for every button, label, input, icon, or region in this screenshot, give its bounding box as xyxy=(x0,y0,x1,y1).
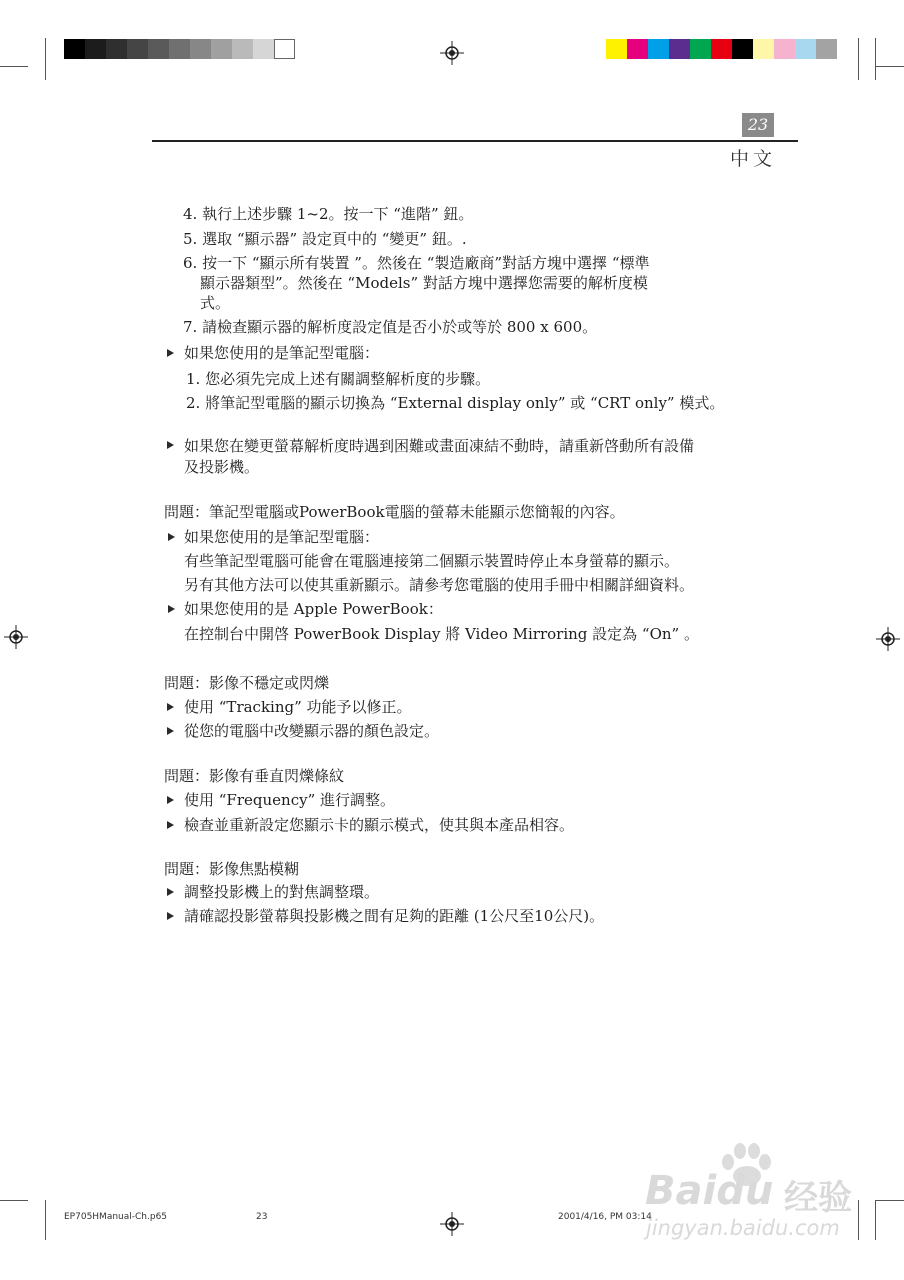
color-swatch xyxy=(606,39,627,59)
header-rule xyxy=(152,140,798,142)
problem-1-heading: 問題：筆記型電腦或PowerBook電腦的螢幕未能顯示您簡報的內容。 xyxy=(164,503,625,521)
color-swatch xyxy=(106,39,127,59)
color-swatch xyxy=(190,39,211,59)
problem-2-bullet-2: 從您的電腦中改變顯示器的顏色設定。 xyxy=(184,722,440,740)
problem-4-bullet-2: 請確認投影螢幕與投影機之間有足夠的距離 (1公尺至10公尺)。 xyxy=(184,907,605,925)
bullet-arrow-icon xyxy=(167,727,174,735)
color-swatch xyxy=(274,39,295,59)
bullet-arrow-icon xyxy=(168,605,175,613)
color-swatch xyxy=(627,39,648,59)
footer-datetime: 2001/4/16, PM 03:14 xyxy=(558,1212,652,1222)
step-6-line-2: 顯示器類型”。然後在 “Models” 對話方塊中選擇您需要的解析度模 xyxy=(200,274,648,292)
step-5: 5. 選取 “顯示器” 設定頁中的 “變更” 鈕。. xyxy=(183,230,467,248)
registration-mark-icon xyxy=(440,41,464,65)
footer-page: 23 xyxy=(256,1212,268,1222)
problem-3-heading: 問題：影像有垂直閃爍條紋 xyxy=(164,767,345,785)
problem-3-bullet-2: 檢查並重新設定您顯示卡的顯示模式，使其與本產品相容。 xyxy=(184,816,575,834)
color-swatch xyxy=(169,39,190,59)
bullet-arrow-icon xyxy=(167,441,174,449)
color-swatch xyxy=(85,39,106,59)
color-swatch xyxy=(211,39,232,59)
bullet-arrow-icon xyxy=(167,703,174,711)
footer-filename: EP705HManual-Ch.p65 xyxy=(64,1212,168,1222)
watermark-brand xyxy=(645,1168,773,1214)
problem-2-bullet-1: 使用 “Tracking” 功能予以修正。 xyxy=(184,698,412,716)
bullet-arrow-icon xyxy=(167,888,174,896)
color-swatch xyxy=(795,39,816,59)
watermark-brand-b: du xyxy=(716,1168,774,1214)
problem-1-text-3: 在控制台中開啓 PowerBook Display 將 Video Mirroring 設定為 “On” 。 xyxy=(184,625,699,643)
color-swatch xyxy=(253,39,274,59)
bullet-arrow-icon xyxy=(167,912,174,920)
color-swatch xyxy=(648,39,669,59)
step-6-line-1: 6. 按一下 “顯示所有裝置 ”。然後在 “製造廠商”對話方塊中選擇 “標準 xyxy=(183,254,650,272)
bullet-arrow-icon xyxy=(167,349,174,357)
color-swatch xyxy=(669,39,690,59)
color-swatch xyxy=(148,39,169,59)
problem-1-text-2: 另有其他方法可以使其重新顯示。請參考您電腦的使用手冊中相關詳細資料。 xyxy=(184,576,695,594)
watermark-brand-cn: 经验 xyxy=(784,1178,852,1218)
color-swatch xyxy=(127,39,148,59)
color-swatch xyxy=(774,39,795,59)
color-swatch xyxy=(64,39,85,59)
freeze-note-line-1: 如果您在變更螢幕解析度時遇到困難或畫面凍結不動時，請重新啓動所有設備 xyxy=(184,437,695,455)
step-4: 4. 執行上述步驟 1~2。按一下 “進階” 鈕。 xyxy=(183,205,474,223)
color-swatch xyxy=(690,39,711,59)
bullet-arrow-icon xyxy=(167,796,174,804)
bullet-arrow-icon xyxy=(168,533,175,541)
notebook-step-2: 2. 將筆記型電腦的顯示切換為 “External display only” 或 “CRT only” 模式。 xyxy=(186,394,725,412)
page-number-badge: 23 xyxy=(742,113,774,137)
watermark-url: jingyan.baidu.com xyxy=(646,1216,840,1240)
problem-4-bullet-1: 調整投影機上的對焦調整環。 xyxy=(184,883,380,901)
color-swatch xyxy=(753,39,774,59)
color-swatch xyxy=(711,39,732,59)
problem-1-bullet-1: 如果您使用的是筆記型電腦： xyxy=(184,528,380,546)
watermark-brand-a: Bai xyxy=(645,1168,717,1214)
registration-mark-icon xyxy=(440,1212,464,1236)
color-swatch xyxy=(232,39,253,59)
problem-4-heading: 問題：影像焦點模糊 xyxy=(164,860,300,878)
color-swatch xyxy=(816,39,837,59)
problem-1-text-1: 有些筆記型電腦可能會在電腦連接第二個顯示裝置時停止本身螢幕的顯示。 xyxy=(184,552,680,570)
registration-mark-icon xyxy=(4,625,28,649)
problem-3-bullet-1: 使用 “Frequency” 進行調整。 xyxy=(184,791,396,809)
freeze-note-line-2: 及投影機。 xyxy=(184,458,260,476)
language-label: 中文 xyxy=(730,148,777,170)
bullet-arrow-icon xyxy=(167,821,174,829)
notebook-step-1: 1. 您必須先完成上述有關調整解析度的步驟。 xyxy=(186,370,491,388)
grayscale-color-bar xyxy=(64,39,295,59)
problem-1-bullet-2: 如果您使用的是 Apple PowerBook： xyxy=(184,600,443,618)
color-swatch xyxy=(732,39,753,59)
registration-mark-icon xyxy=(876,627,900,651)
process-color-bar xyxy=(606,39,837,59)
notebook-heading: 如果您使用的是筆記型電腦： xyxy=(184,344,380,362)
step-7: 7. 請檢查顯示器的解析度設定值是否小於或等於 800 x 600。 xyxy=(183,318,598,336)
problem-2-heading: 問題：影像不穩定或閃爍 xyxy=(164,674,330,692)
step-6-line-3: 式。 xyxy=(200,294,231,312)
